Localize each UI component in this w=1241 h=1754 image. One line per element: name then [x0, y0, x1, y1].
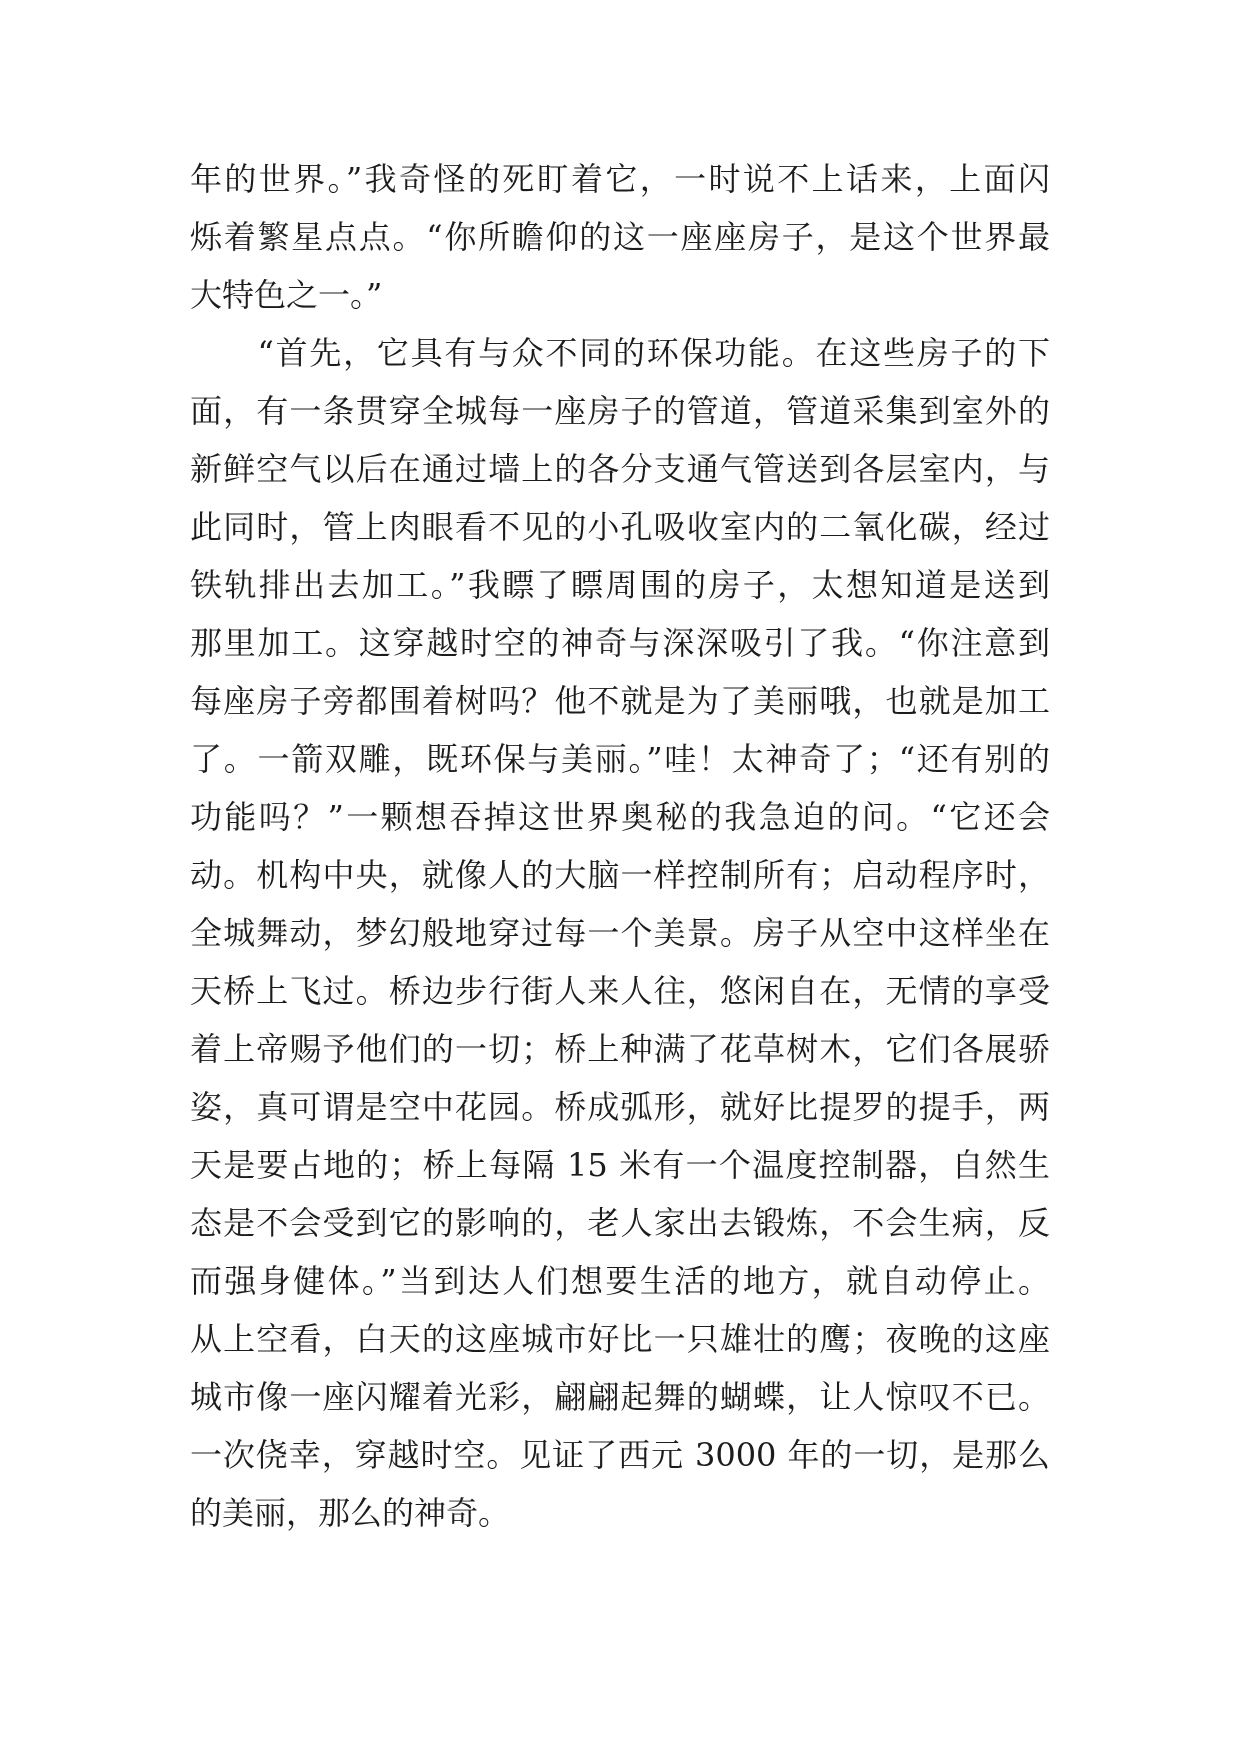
- text-line: 姿，真可谓是空中花园。桥成弧形，就好比提罗的提手，两: [190, 1088, 1050, 1126]
- text-line: 面，有一条贯穿全城每一座房子的管道，管道采集到室外的: [190, 392, 1050, 430]
- text-line: 年的世界。”我奇怪的死盯着它，一时说不上话来，上面闪: [190, 160, 1050, 198]
- body-text: [190, 150, 1050, 1542]
- text-line: 天是要占地的；桥上每隔 15 米有一个温度控制器，自然生: [190, 1146, 1050, 1184]
- text-line: 从上空看，白天的这座城市好比一只雄壮的鹰；夜晚的这座: [190, 1320, 1050, 1358]
- text-line: 而强身健体。”当到达人们想要生活的地方，就自动停止。: [190, 1262, 1050, 1300]
- text-line: 的美丽，那么的神奇。: [190, 1494, 511, 1532]
- text-line: 着上帝赐予他们的一切；桥上种满了花草树木，它们各展骄: [190, 1030, 1050, 1068]
- text-line: 铁轨排出去加工。”我瞟了瞟周围的房子，太想知道是送到: [190, 566, 1050, 604]
- text-line: “首先，它具有与众不同的环保功能。在这些房子的下: [190, 334, 1050, 372]
- text-line: 城市像一座闪耀着光彩，翩翩起舞的蝴蝶，让人惊叹不已。: [190, 1378, 1050, 1416]
- text-line: 天桥上飞过。桥边步行街人来人往，悠闲自在，无情的享受: [190, 972, 1050, 1010]
- text-line: 功能吗？”一颗想吞掉这世界奥秘的我急迫的问。“它还会: [190, 798, 1050, 836]
- text-line: 一次侥幸，穿越时空。见证了西元 3000 年的一切，是那么: [190, 1436, 1050, 1474]
- text-line: 大特色之一。”: [190, 276, 383, 314]
- text-line: 那里加工。这穿越时空的神奇与深深吸引了我。“你注意到: [190, 624, 1050, 662]
- text-line: 烁着繁星点点。“你所瞻仰的这一座座房子，是这个世界最: [190, 218, 1050, 256]
- text-line: 了。一箭双雕，既环保与美丽。”哇！太神奇了；“还有别的: [190, 740, 1050, 778]
- text-line: 新鲜空气以后在通过墙上的各分支通气管送到各层室内，与: [190, 450, 1050, 488]
- text-line: 全城舞动，梦幻般地穿过每一个美景。房子从空中这样坐在: [190, 914, 1050, 952]
- text-line: 每座房子旁都围着树吗？他不就是为了美丽哦，也就是加工: [190, 682, 1050, 720]
- text-line: 此同时，管上肉眼看不见的小孔吸收室内的二氧化碳，经过: [190, 508, 1050, 546]
- text-line: 动。机构中央，就像人的大脑一样控制所有；启动程序时，: [190, 856, 1050, 894]
- text-line: 态是不会受到它的影响的，老人家出去锻炼，不会生病，反: [190, 1204, 1050, 1242]
